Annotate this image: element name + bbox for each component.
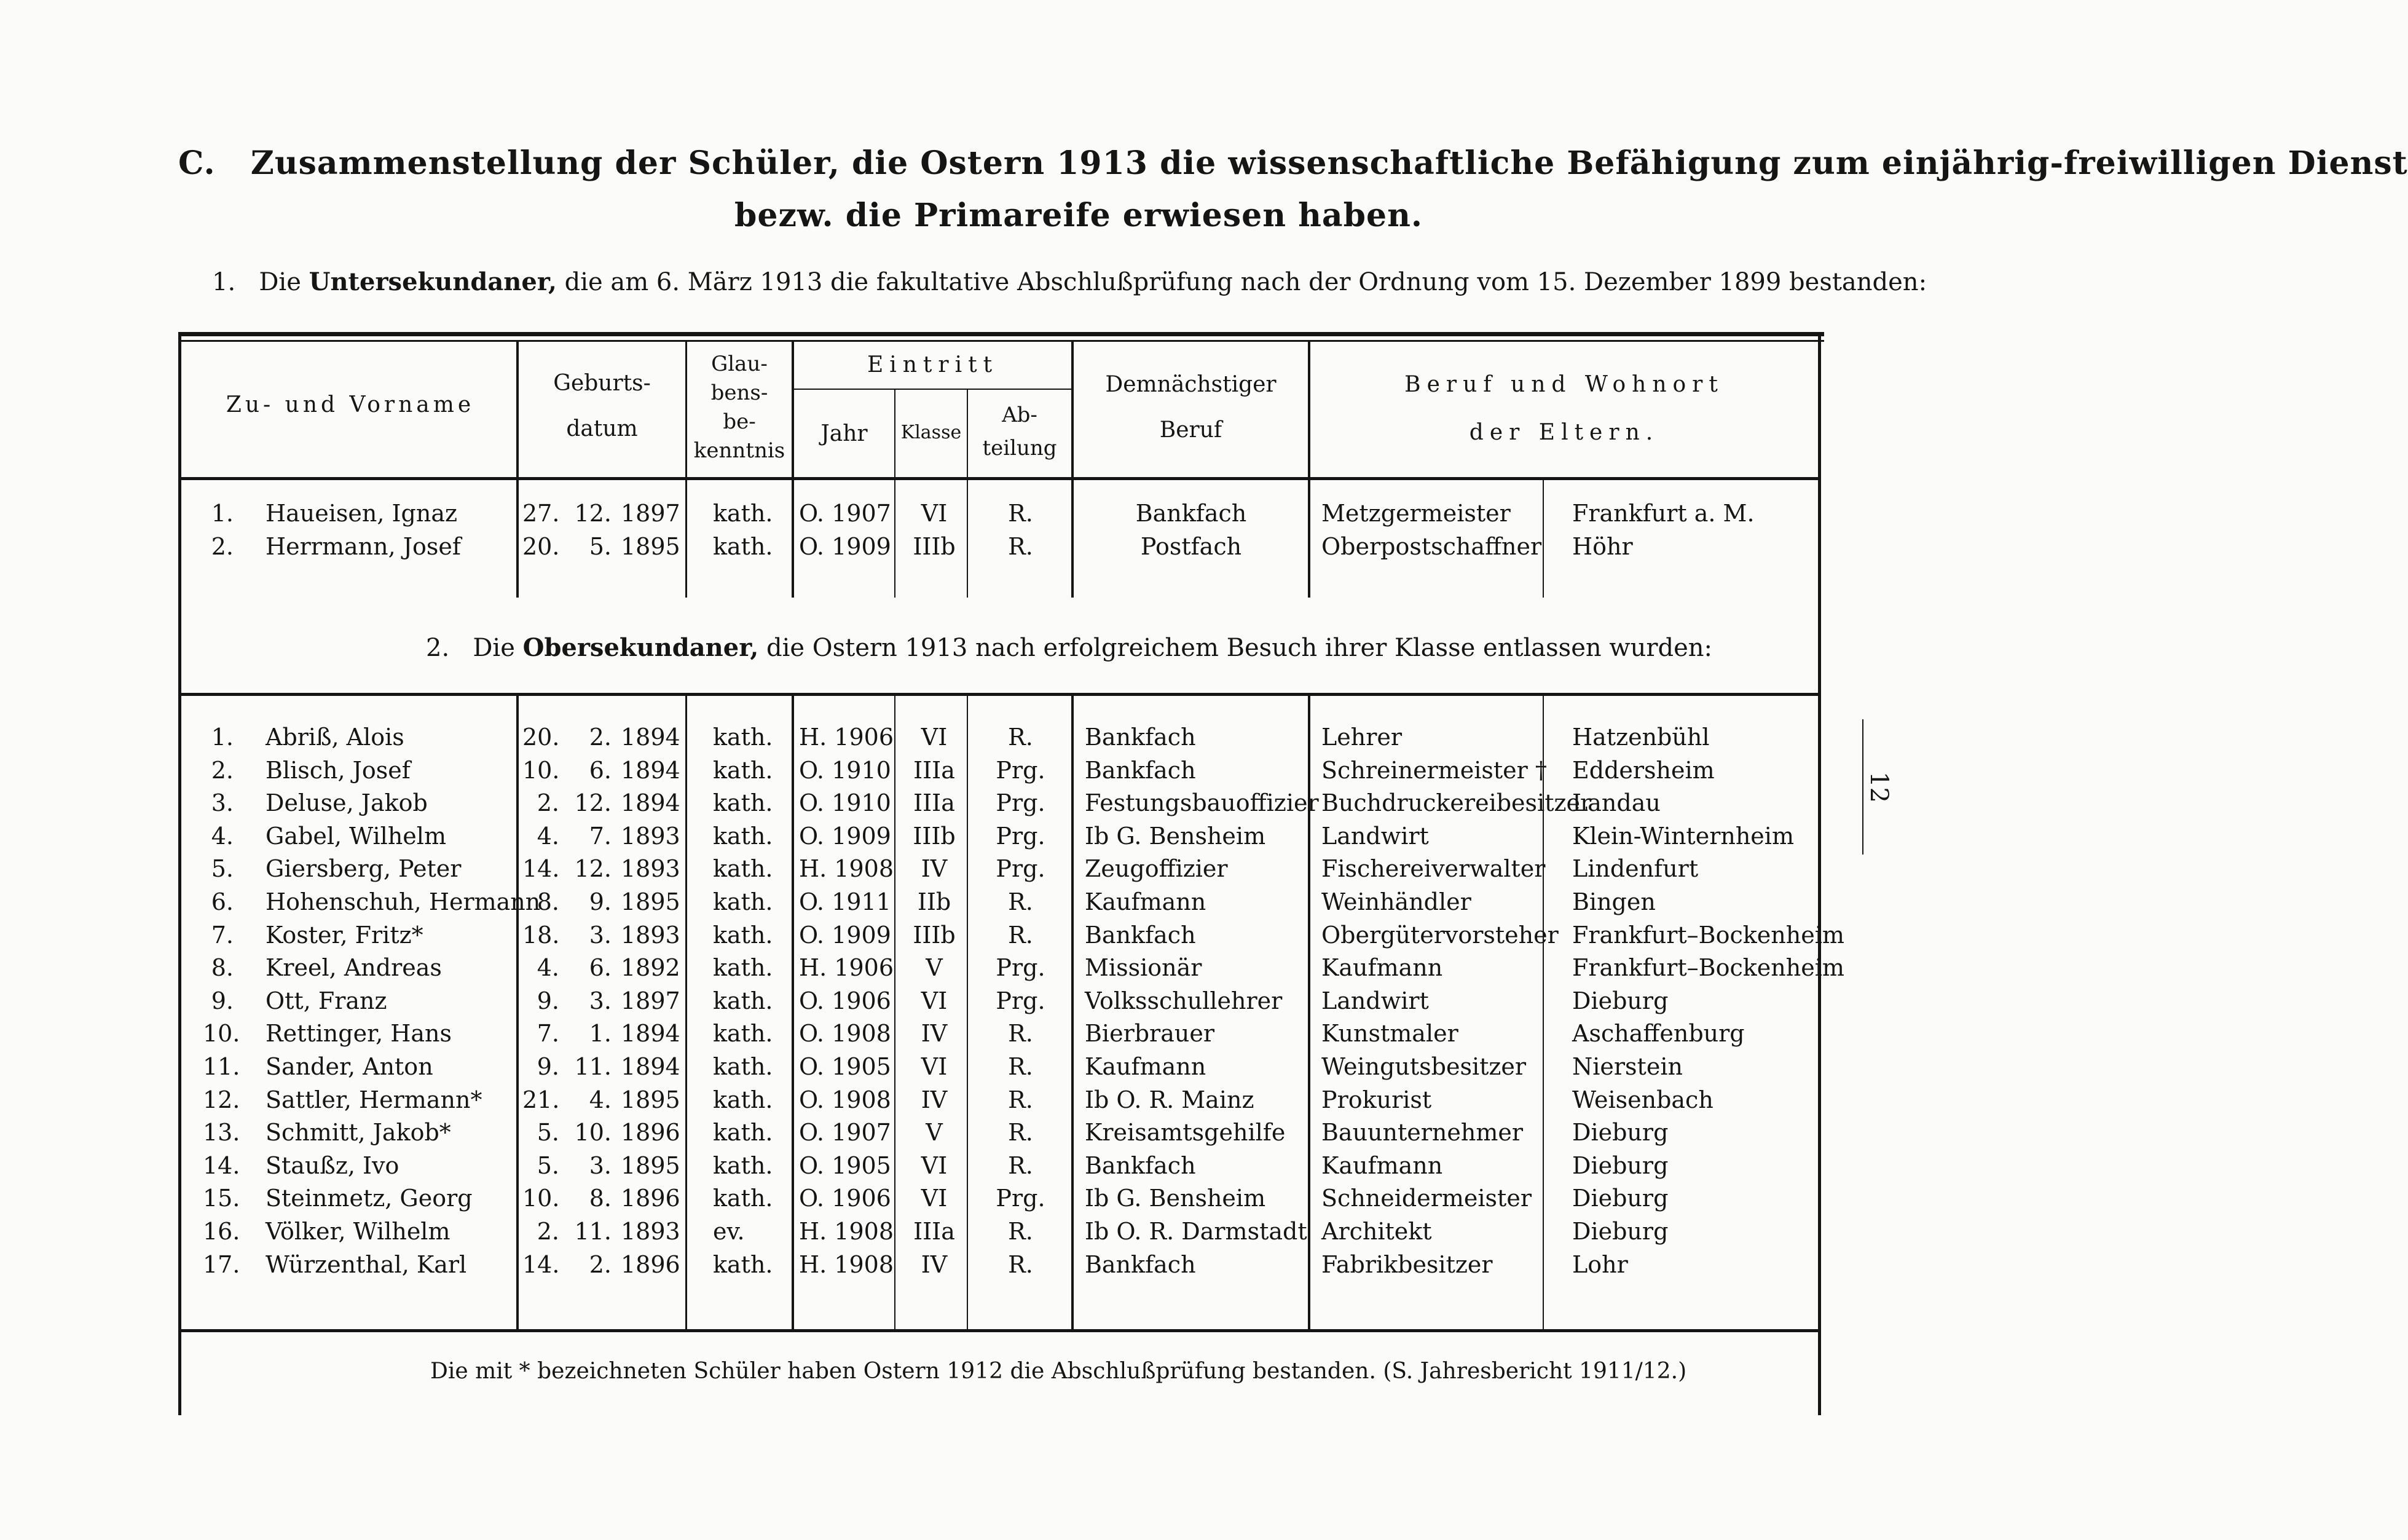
- footnote: Die mit * bezeichneten Schüler haben Ostern 1912 die Abschlußprüfung bestanden. (S. Jahresbericht 1911/12.): [430, 1359, 1687, 1384]
- student-name: Rettinger, Hans: [266, 1020, 452, 1048]
- header-beruf-2: Beruf: [1159, 417, 1222, 443]
- section-1-number: 1.: [212, 268, 236, 296]
- table-row: [0, 1116, 2043, 1149]
- header-beruf-1: Demnächstiger: [1105, 372, 1277, 397]
- header-geburt-1: Geburts-: [553, 371, 651, 396]
- table-row: [0, 984, 2043, 1017]
- future-profession: Festungsbauoffizier: [1085, 789, 1319, 817]
- section-1-bold: Untersekundaner,: [309, 267, 557, 296]
- entry-class: VI: [921, 1053, 948, 1080]
- birth-month: 6.: [589, 756, 612, 784]
- row-number: 12.: [203, 1086, 240, 1113]
- religion: kath.: [713, 822, 773, 850]
- parent-profession: Schreinermeister †: [1321, 756, 1547, 784]
- table-row: [0, 885, 2043, 918]
- heading-letter: C.: [178, 144, 216, 182]
- section-1-post: die am 6. März 1913 die fakultative Abschlußprüfung nach der Ordnung vom 15. Dezember 1899 bestanden:: [564, 268, 1927, 296]
- row-number: 4.: [211, 822, 234, 850]
- entry-year: H. 1908: [799, 1218, 894, 1245]
- entry-class: VI: [921, 500, 948, 527]
- student-name: Staußz, Ivo: [266, 1151, 399, 1179]
- religion: kath.: [713, 500, 773, 527]
- future-profession: Bankfach: [1135, 500, 1247, 527]
- parent-residence: Frankfurt a. M.: [1572, 500, 1755, 527]
- row-number: 1.: [211, 724, 234, 751]
- row-number: 7.: [211, 921, 234, 949]
- entry-division: Prg.: [996, 855, 1045, 883]
- row-number: 2.: [211, 533, 234, 560]
- birth-day: 18.: [522, 921, 560, 949]
- birth-day: 14.: [522, 855, 560, 883]
- future-profession: Ib O. R. Darmstadt: [1085, 1218, 1307, 1245]
- entry-class: IIb: [917, 888, 951, 915]
- entry-year: O. 1908: [799, 1086, 891, 1113]
- entry-class: VI: [921, 724, 948, 751]
- table-top-rule-thin: [178, 340, 1824, 342]
- section-2-pre: Die: [473, 634, 515, 662]
- religion: kath.: [713, 1250, 773, 1278]
- entry-division: R.: [1008, 888, 1033, 915]
- header-eltern-2: der Eltern.: [1469, 420, 1659, 445]
- student-name: Haueisen, Ignaz: [266, 500, 458, 527]
- future-profession: Bierbrauer: [1085, 1020, 1215, 1048]
- birth-day: 9.: [537, 987, 559, 1014]
- table-row: [0, 852, 2043, 885]
- parent-residence: Höhr: [1572, 533, 1633, 560]
- entry-year: H. 1908: [799, 855, 894, 883]
- parent-profession: Lehrer: [1321, 724, 1403, 751]
- entry-division: R.: [1008, 1218, 1033, 1245]
- future-profession: Bankfach: [1085, 1250, 1196, 1278]
- entry-division: Prg.: [996, 822, 1045, 850]
- birth-day: 14.: [522, 1250, 560, 1278]
- table-top-rule: [178, 332, 1824, 336]
- future-profession: Missionär: [1085, 954, 1202, 982]
- future-profession: Kreisamtsgehilfe: [1085, 1119, 1286, 1147]
- page-number: 12: [1865, 772, 1893, 803]
- table-row: [0, 819, 2043, 853]
- section-2-number: 2.: [426, 634, 450, 662]
- birth-year: 1897: [621, 987, 680, 1014]
- birth-month: 1.: [589, 1020, 612, 1048]
- entry-class: VI: [921, 1185, 948, 1212]
- header-ab-2: teilung: [982, 436, 1057, 460]
- birth-day: 4.: [537, 822, 559, 850]
- student-name: Blisch, Josef: [266, 756, 411, 784]
- section-1-pre: Die: [259, 268, 301, 296]
- parent-residence: Nierstein: [1572, 1053, 1683, 1080]
- birth-day: 20.: [522, 533, 560, 560]
- table-bottom-rule: [178, 1329, 1821, 1332]
- birth-year: 1896: [621, 1119, 680, 1147]
- parent-profession: Oberpostschaffner: [1321, 533, 1542, 560]
- religion: kath.: [713, 1086, 773, 1113]
- birth-year: 1893: [621, 1218, 680, 1245]
- entry-class: IV: [921, 1250, 948, 1278]
- entry-class: IIIa: [913, 789, 955, 817]
- parent-residence: Hatzenbühl: [1572, 724, 1710, 751]
- entry-class: IIIa: [913, 1218, 955, 1245]
- birth-year: 1893: [621, 855, 680, 883]
- birth-day: 5.: [537, 1119, 559, 1147]
- header-eintritt: Eintritt: [867, 352, 999, 377]
- future-profession: Ib O. R. Mainz: [1085, 1086, 1254, 1113]
- header-klasse: Klasse: [900, 422, 962, 443]
- birth-year: 1895: [621, 1151, 680, 1179]
- entry-class: IV: [921, 1020, 948, 1048]
- parent-profession: Kunstmaler: [1321, 1020, 1458, 1048]
- birth-month: 11.: [574, 1218, 612, 1245]
- student-name: Giersberg, Peter: [266, 855, 462, 883]
- table-row: [0, 786, 2043, 819]
- parent-residence: Dieburg: [1572, 987, 1669, 1014]
- religion: kath.: [713, 987, 773, 1014]
- entry-division: R.: [1008, 533, 1033, 560]
- parent-profession: Fabrikbesitzer: [1321, 1250, 1493, 1278]
- student-name: Deluse, Jakob: [266, 789, 428, 817]
- future-profession: Bankfach: [1085, 1151, 1196, 1179]
- parent-profession: Metzgermeister: [1321, 500, 1511, 527]
- future-profession: Bankfach: [1085, 756, 1196, 784]
- entry-class: VI: [921, 987, 948, 1014]
- row-number: 9.: [211, 987, 234, 1014]
- entry-division: R.: [1008, 1086, 1033, 1113]
- birth-month: 2.: [589, 724, 612, 751]
- entry-year: O. 1905: [799, 1151, 891, 1179]
- birth-day: 9.: [537, 1053, 559, 1080]
- future-profession: Zeugoffizier: [1085, 855, 1228, 883]
- birth-year: 1896: [621, 1250, 680, 1278]
- table-row: [0, 1017, 2043, 1050]
- parent-residence: Aschaffenburg: [1572, 1020, 1745, 1048]
- birth-year: 1895: [621, 533, 680, 560]
- birth-year: 1894: [621, 789, 680, 817]
- future-profession: Kaufmann: [1085, 1053, 1206, 1080]
- birth-month: 11.: [574, 1053, 612, 1080]
- row-number: 10.: [203, 1020, 240, 1048]
- entry-year: O. 1910: [799, 756, 891, 784]
- parent-residence: Frankfurt–Bockenheim: [1572, 921, 1844, 949]
- religion: kath.: [713, 756, 773, 784]
- entry-division: Prg.: [996, 1185, 1045, 1212]
- header-glau-4: kenntnis: [693, 438, 785, 463]
- table-row: [0, 497, 2043, 530]
- birth-day: 2.: [537, 1218, 559, 1245]
- section-2-bold: Obersekundaner,: [522, 633, 759, 662]
- row-number: 3.: [211, 789, 234, 817]
- table-row: [0, 721, 2043, 754]
- entry-class: VI: [921, 1151, 948, 1179]
- entry-year: O. 1909: [799, 921, 891, 949]
- student-name: Völker, Wilhelm: [266, 1218, 451, 1245]
- birth-month: 3.: [589, 921, 612, 949]
- row-number: 13.: [203, 1119, 240, 1147]
- entry-class: IV: [921, 855, 948, 883]
- row-number: 14.: [203, 1151, 240, 1179]
- entry-division: R.: [1008, 1053, 1033, 1080]
- birth-month: 12.: [574, 855, 612, 883]
- entry-class: V: [926, 1119, 943, 1147]
- row-number: 8.: [211, 954, 234, 982]
- birth-year: 1896: [621, 1185, 680, 1212]
- birth-month: 12.: [574, 789, 612, 817]
- header-eltern-1: Beruf und Wohnort: [1404, 372, 1724, 397]
- entry-division: Prg.: [996, 756, 1045, 784]
- entry-division: R.: [1008, 1151, 1033, 1179]
- heading-line-1: [178, 144, 2408, 182]
- margin-rule: [1862, 719, 1863, 855]
- parent-residence: Dieburg: [1572, 1119, 1669, 1147]
- religion: kath.: [713, 888, 773, 915]
- religion: kath.: [713, 1020, 773, 1048]
- birth-day: 7.: [537, 1020, 559, 1048]
- parent-profession: Buchdruckereibesitzer: [1321, 789, 1592, 817]
- entry-year: O. 1906: [799, 1185, 891, 1212]
- student-name: Gabel, Wilhelm: [266, 822, 446, 850]
- birth-day: 8.: [537, 888, 559, 915]
- entry-division: R.: [1008, 724, 1033, 751]
- entry-year: O. 1908: [799, 1020, 891, 1048]
- parent-profession: Kaufmann: [1321, 1151, 1443, 1179]
- birth-year: 1894: [621, 1053, 680, 1080]
- parent-residence: Frankfurt–Bockenheim: [1572, 954, 1844, 982]
- entry-year: O. 1905: [799, 1053, 891, 1080]
- religion: kath.: [713, 724, 773, 751]
- heading-line-2: bezw. die Primareife erwiesen haben.: [734, 197, 1423, 234]
- student-name: Sattler, Hermann*: [266, 1086, 482, 1113]
- parent-residence: Lindenfurt: [1572, 855, 1699, 883]
- header-geburt-2: datum: [566, 416, 638, 441]
- entry-division: Prg.: [996, 987, 1045, 1014]
- birth-day: 21.: [522, 1086, 560, 1113]
- student-name: Steinmetz, Georg: [266, 1185, 473, 1212]
- parent-profession: Bauunternehmer: [1321, 1119, 1524, 1147]
- future-profession: Volksschullehrer: [1085, 987, 1283, 1014]
- row-number: 15.: [203, 1185, 240, 1212]
- header-bottom-rule: [178, 477, 1821, 480]
- parent-profession: Schneidermeister: [1321, 1185, 1532, 1212]
- religion: kath.: [713, 533, 773, 560]
- birth-year: 1892: [621, 954, 680, 982]
- birth-month: 3.: [589, 987, 612, 1014]
- entry-division: Prg.: [996, 954, 1045, 982]
- table-row: [0, 1050, 2043, 1083]
- entry-year: H. 1906: [799, 954, 894, 982]
- religion: kath.: [713, 921, 773, 949]
- future-profession: Ib G. Bensheim: [1085, 1185, 1266, 1212]
- parent-residence: Eddersheim: [1572, 756, 1715, 784]
- entry-year: O. 1909: [799, 533, 891, 560]
- birth-year: 1894: [621, 724, 680, 751]
- religion: ev.: [713, 1218, 745, 1245]
- entry-year: H. 1908: [799, 1250, 894, 1278]
- student-name: Schmitt, Jakob*: [266, 1119, 451, 1147]
- student-name: Herrmann, Josef: [266, 533, 461, 560]
- student-name: Koster, Fritz*: [266, 921, 423, 949]
- header-ab-1: Ab-: [1002, 403, 1037, 427]
- parent-profession: Landwirt: [1321, 987, 1429, 1014]
- birth-month: 6.: [589, 954, 612, 982]
- birth-year: 1894: [621, 756, 680, 784]
- entry-year: H. 1906: [799, 724, 894, 751]
- religion: kath.: [713, 789, 773, 817]
- entry-division: R.: [1008, 1250, 1033, 1278]
- entry-division: R.: [1008, 1020, 1033, 1048]
- religion: kath.: [713, 1053, 773, 1080]
- row-number: 11.: [203, 1053, 240, 1080]
- table-row: [0, 951, 2043, 984]
- birth-day: 5.: [537, 1151, 559, 1179]
- entry-year: O. 1911: [799, 888, 891, 915]
- row-number: 6.: [211, 888, 234, 915]
- header-jahr: Jahr: [820, 421, 868, 446]
- entry-division: R.: [1008, 921, 1033, 949]
- row-number: 17.: [203, 1250, 240, 1278]
- future-profession: Ib G. Bensheim: [1085, 822, 1266, 850]
- entry-class: IV: [921, 1086, 948, 1113]
- birth-year: 1895: [621, 1086, 680, 1113]
- birth-year: 1893: [621, 921, 680, 949]
- parent-profession: Prokurist: [1321, 1086, 1432, 1113]
- parent-profession: Landwirt: [1321, 822, 1429, 850]
- religion: kath.: [713, 855, 773, 883]
- row-number: 5.: [211, 855, 234, 883]
- entry-division: R.: [1008, 1119, 1033, 1147]
- parent-profession: Fischereiverwalter: [1321, 855, 1546, 883]
- birth-month: 10.: [574, 1119, 612, 1147]
- row-number: 2.: [211, 756, 234, 784]
- religion: kath.: [713, 1151, 773, 1179]
- student-name: Hohenschuh, Hermann: [266, 888, 541, 915]
- parent-residence: Klein-Winternheim: [1572, 822, 1794, 850]
- birth-day: 2.: [537, 789, 559, 817]
- table-row: [0, 1248, 2043, 1281]
- parent-residence: Weisenbach: [1572, 1086, 1714, 1113]
- entry-class: IIIb: [913, 822, 956, 850]
- table-row: [0, 754, 2043, 787]
- table-row: [0, 1083, 2043, 1116]
- row-number: 1.: [211, 500, 234, 527]
- future-profession: Postfach: [1140, 533, 1242, 560]
- birth-month: 12.: [574, 500, 612, 527]
- entry-year: O. 1907: [799, 1119, 891, 1147]
- entry-division: Prg.: [996, 789, 1045, 817]
- future-profession: Kaufmann: [1085, 888, 1206, 915]
- section-2-intro: [426, 633, 1712, 662]
- birth-month: 9.: [589, 888, 612, 915]
- birth-day: 10.: [522, 756, 560, 784]
- student-name: Würzenthal, Karl: [266, 1250, 467, 1278]
- entry-year: O. 1907: [799, 500, 891, 527]
- birth-month: 7.: [589, 822, 612, 850]
- religion: kath.: [713, 1119, 773, 1147]
- birth-year: 1895: [621, 888, 680, 915]
- parent-residence: Lohr: [1572, 1250, 1628, 1278]
- header-glau-2: bens-: [710, 381, 768, 405]
- row-number: 16.: [203, 1218, 240, 1245]
- parent-profession: Kaufmann: [1321, 954, 1443, 982]
- parent-residence: Dieburg: [1572, 1218, 1669, 1245]
- table-row: [0, 530, 2043, 563]
- table-row: [0, 1149, 2043, 1182]
- birth-month: 2.: [589, 1250, 612, 1278]
- birth-day: 20.: [522, 724, 560, 751]
- student-name: Kreel, Andreas: [266, 954, 442, 982]
- section-2-top-rule: [178, 693, 1821, 696]
- eintritt-rule: [793, 389, 1071, 390]
- entry-year: O. 1906: [799, 987, 891, 1014]
- table-row: [0, 918, 2043, 952]
- section-2-post: die Ostern 1913 nach erfolgreichem Besuch ihrer Klasse entlassen wurden:: [766, 634, 1712, 662]
- birth-day: 4.: [537, 954, 559, 982]
- birth-month: 8.: [589, 1185, 612, 1212]
- future-profession: Bankfach: [1085, 724, 1196, 751]
- table-row: [0, 1215, 2043, 1248]
- student-name: Ott, Franz: [266, 987, 387, 1014]
- heading-text-1: Zusammenstellung der Schüler, die Ostern 1913 die wissenschaftliche Befähigung zum einjährig-freiwilligen Dienst: [250, 144, 2408, 182]
- parent-profession: Obergütervorsteher: [1321, 921, 1559, 949]
- birth-month: 4.: [589, 1086, 612, 1113]
- header-glau-3: be-: [723, 409, 756, 434]
- entry-class: IIIa: [913, 756, 955, 784]
- birth-month: 3.: [589, 1151, 612, 1179]
- section-1-intro: [212, 267, 1927, 296]
- header-name: Zu- und Vorname: [226, 392, 475, 417]
- entry-year: O. 1910: [799, 789, 891, 817]
- entry-class: V: [926, 954, 943, 982]
- birth-year: 1894: [621, 1020, 680, 1048]
- birth-year: 1893: [621, 822, 680, 850]
- religion: kath.: [713, 954, 773, 982]
- parent-residence: Dieburg: [1572, 1151, 1669, 1179]
- religion: kath.: [713, 1185, 773, 1212]
- future-profession: Bankfach: [1085, 921, 1196, 949]
- entry-division: R.: [1008, 500, 1033, 527]
- header-glau-1: Glau-: [711, 352, 768, 376]
- parent-residence: Landau: [1572, 789, 1661, 817]
- birth-year: 1897: [621, 500, 680, 527]
- student-name: Sander, Anton: [266, 1053, 433, 1080]
- birth-month: 5.: [589, 533, 612, 560]
- parent-profession: Architekt: [1321, 1218, 1432, 1245]
- parent-profession: Weingutsbesitzer: [1321, 1053, 1527, 1080]
- entry-class: IIIb: [913, 533, 956, 560]
- student-name: Abriß, Alois: [266, 724, 404, 751]
- birth-day: 27.: [522, 500, 560, 527]
- parent-residence: Dieburg: [1572, 1185, 1669, 1212]
- parent-profession: Weinhändler: [1321, 888, 1471, 915]
- table-row: [0, 1182, 2043, 1215]
- entry-class: IIIb: [913, 921, 956, 949]
- parent-residence: Bingen: [1572, 888, 1656, 915]
- entry-year: O. 1909: [799, 822, 891, 850]
- birth-day: 10.: [522, 1185, 560, 1212]
